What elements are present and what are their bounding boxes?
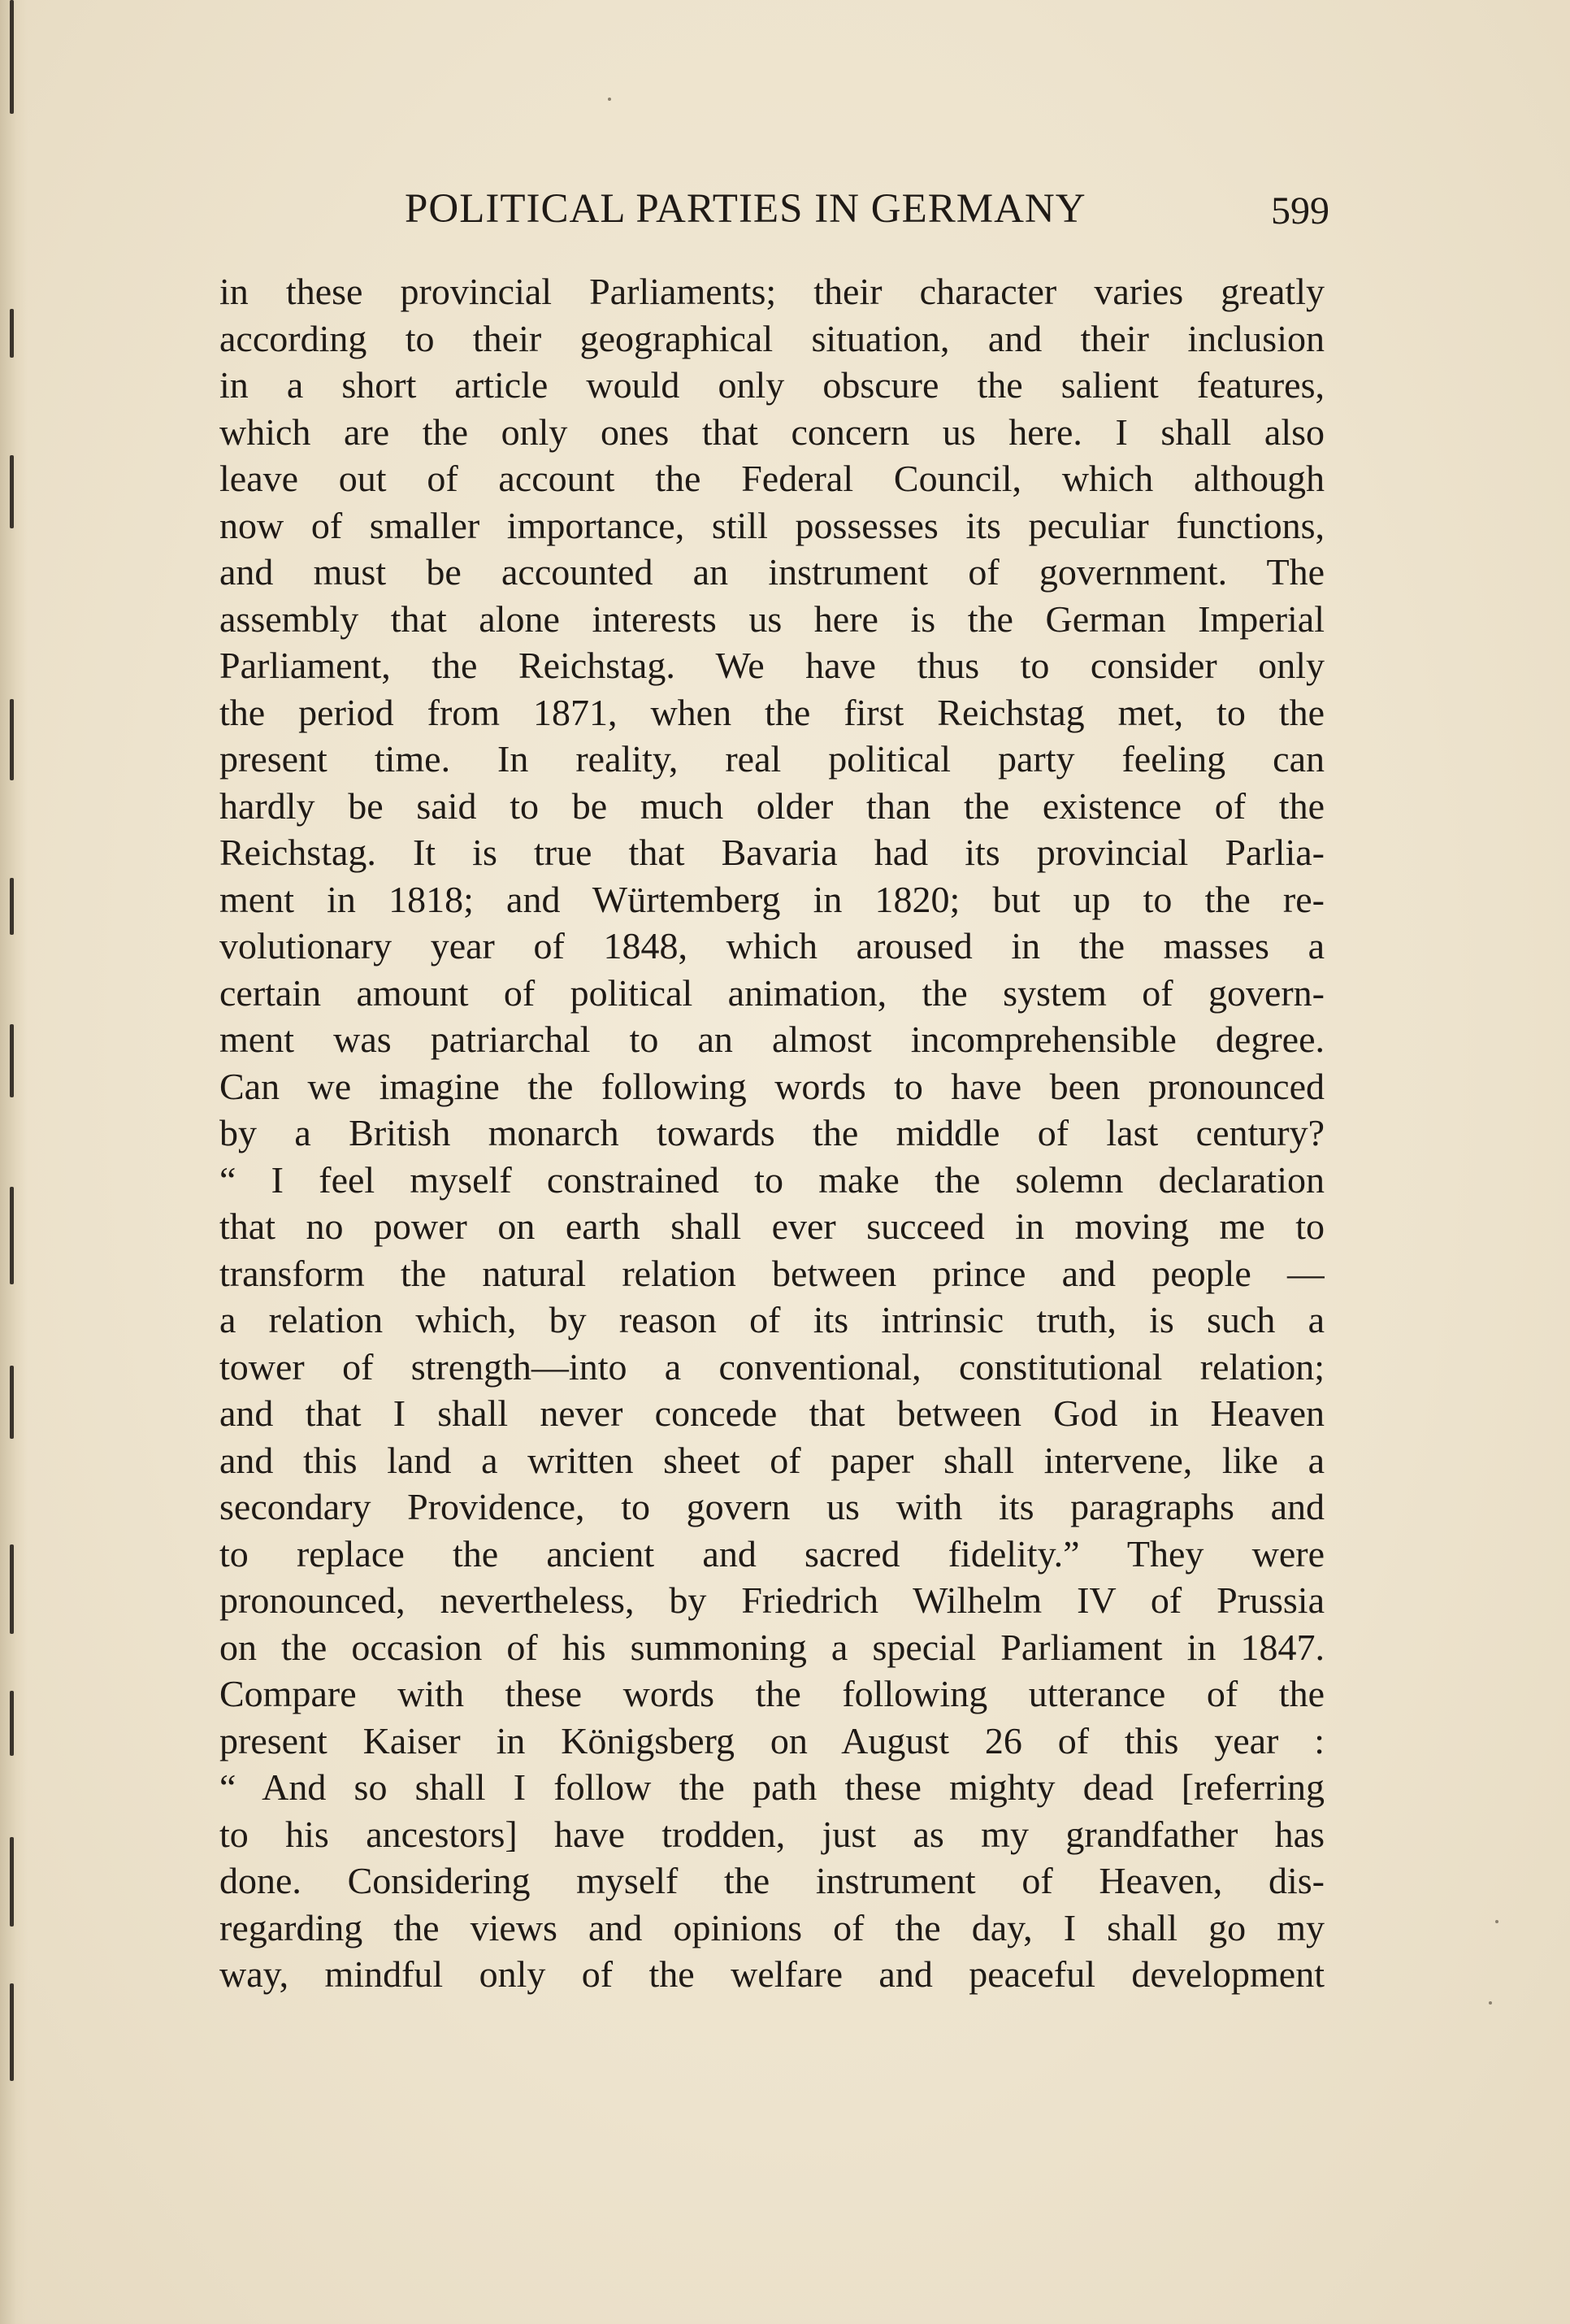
text-line: which are the only ones that concern us here. I shall also: [219, 411, 1325, 453]
text-line: in these provincial Parliaments; their character varies greatly: [219, 271, 1325, 312]
text-line: according to their geographical situation, and their inclusion: [219, 317, 1325, 359]
text-line: way, mindful only of the welfare and peaceful development: [219, 1953, 1325, 1995]
paper-speck: [1489, 2001, 1492, 2005]
binding-shadow-mark: [10, 1983, 14, 2081]
binding-shadow-mark: [10, 1187, 14, 1284]
running-head: POLITICAL PARTIES IN GERMANY: [405, 186, 1086, 232]
text-line: regarding the views and opinions of the day, I shall go my: [219, 1906, 1325, 1948]
text-line: pronounced, nevertheless, by Friedrich Wilhelm IV of Prussia: [219, 1579, 1325, 1621]
text-line: the period from 1871, when the first Reichstag met, to the: [219, 691, 1325, 733]
text-line: tower of strength—into a conventional, constitutional relation;: [219, 1345, 1325, 1388]
paper-speck: [1495, 1920, 1498, 1923]
text-line: Parliament, the Reichstag. We have thus to consider only: [219, 645, 1325, 686]
text-line: hardly be said to be much older than the existence of the: [219, 784, 1325, 827]
binding-edge: [0, 0, 28, 2324]
text-line: in a short article would only obscure the salient features,: [219, 364, 1325, 406]
paper-speck: [608, 98, 611, 101]
text-line: on the occasion of his summoning a special Parliament in 1847.: [219, 1626, 1325, 1668]
text-line: certain amount of political animation, the system of govern-: [219, 971, 1325, 1014]
text-line: Can we imagine the following words to have been pronounced: [219, 1065, 1325, 1107]
text-line: present time. In reality, real political party feeling can: [219, 738, 1325, 780]
page-header: [224, 185, 1329, 242]
binding-shadow-mark: [10, 699, 14, 780]
text-line: to replace the ancient and sacred fidelity.” They were: [219, 1532, 1325, 1575]
text-line: volutionary year of 1848, which aroused in the masses a: [219, 925, 1325, 967]
binding-shadow-mark: [10, 309, 14, 358]
text-line: transform the natural relation between prince and people —: [219, 1252, 1325, 1294]
binding-shadow-mark: [10, 455, 14, 528]
page-number: 599: [1271, 189, 1329, 232]
text-line: ment was patriarchal to an almost incomprehensible degree.: [219, 1019, 1325, 1060]
text-line: now of smaller importance, still possesses its peculiar functions,: [219, 504, 1325, 546]
text-line: and that I shall never concede that between God in Heaven: [219, 1392, 1325, 1434]
text-line: leave out of account the Federal Council, which although: [219, 458, 1325, 499]
binding-shadow-mark: [10, 878, 14, 935]
text-line: and this land a written sheet of paper shall intervene, like a: [219, 1439, 1325, 1481]
body-text: [219, 268, 1325, 1998]
binding-shadow-mark: [10, 1837, 14, 1927]
text-line: by a British monarch towards the middle of last century?: [219, 1112, 1325, 1153]
text-line: Reichstag. It is true that Bavaria had its provincial Parlia-: [219, 832, 1325, 873]
text-line: a relation which, by reason of its intrinsic truth, is such a: [219, 1299, 1325, 1340]
text-line: present Kaiser in Königsberg on August 26 of this year :: [219, 1719, 1325, 1761]
binding-shadow-mark: [10, 1691, 14, 1756]
text-line: “ And so shall I follow the path these mighty dead [referring: [219, 1766, 1325, 1808]
binding-shadow-mark: [10, 0, 14, 114]
text-line: “ I feel myself constrained to make the solemn declaration: [219, 1158, 1325, 1201]
text-line: to his ancestors] have trodden, just as my grandfather has: [219, 1813, 1325, 1855]
binding-shadow-mark: [10, 1024, 14, 1097]
text-line: and must be accounted an instrument of government. The: [219, 551, 1325, 593]
text-line: Compare with these words the following utterance of the: [219, 1673, 1325, 1714]
text-line: that no power on earth shall ever succeed in moving me to: [219, 1205, 1325, 1247]
binding-shadow-mark: [10, 1366, 14, 1439]
binding-shadow-mark: [10, 1544, 14, 1634]
text-line: secondary Providence, to govern us with its paragraphs and: [219, 1486, 1325, 1527]
text-line: ment in 1818; and Würtemberg in 1820; but up to the re-: [219, 878, 1325, 920]
text-line: assembly that alone interests us here is the German Imperial: [219, 597, 1325, 640]
text-line: done. Considering myself the instrument of Heaven, dis-: [219, 1860, 1325, 1901]
